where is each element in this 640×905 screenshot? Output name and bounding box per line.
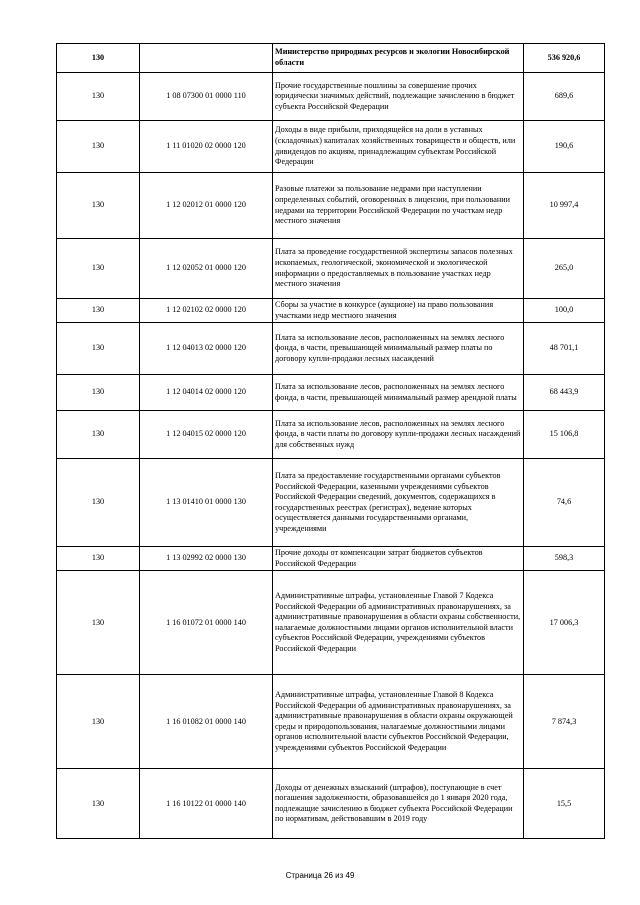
table-row — [57, 769, 605, 839]
row-admin-code: 130 — [57, 173, 140, 239]
row-admin-code: 130 — [57, 459, 140, 547]
header-code — [140, 44, 273, 73]
row-amount: 100,0 — [524, 299, 605, 323]
table-row — [57, 299, 605, 323]
row-income-name: Плата за проведение государственной экспертизы запасов полезных ископаемых, геологической, экономической и экологической информации о предоставляемых в пользование участках недр местного значения — [273, 239, 524, 299]
revenue-table-body — [57, 44, 605, 839]
row-amount: 15 106,8 — [524, 411, 605, 459]
row-admin-code: 130 — [57, 73, 140, 121]
row-income-name: Разовые платежи за пользование недрами при наступлении определенных событий, оговоренных в лицензии, при пользовании недрами на территории Российской Федерации по участкам недр местного значения — [273, 173, 524, 239]
row-admin-code: 130 — [57, 547, 140, 571]
table-header-row — [57, 44, 605, 73]
row-income-name: Сборы за участие в конкурсе (аукционе) на право пользования участками недр местного значения — [273, 299, 524, 323]
table-row — [57, 411, 605, 459]
row-admin-code: 130 — [57, 323, 140, 375]
table-row — [57, 121, 605, 173]
table-row — [57, 459, 605, 547]
row-admin-code: 130 — [57, 121, 140, 173]
row-admin-code: 130 — [57, 571, 140, 675]
table-row — [57, 173, 605, 239]
row-amount: 190,6 — [524, 121, 605, 173]
row-income-name: Прочие доходы от компенсации затрат бюджетов субъектов Российской Федерации — [273, 547, 524, 571]
row-income-code: 1 16 01072 01 0000 140 — [140, 571, 273, 675]
row-amount: 15,5 — [524, 769, 605, 839]
row-income-name: Плата за предоставление государственными органами субъектов Российской Федерации, казенными учреждениями субъектов Российской Федерации сведений, документов, содержащихся в государственных реестрах (регистрах), ведение которых осуществляется данными государственными органами, учреждениями — [273, 459, 524, 547]
table-row — [57, 73, 605, 121]
row-income-name: Прочие государственные пошлины за совершение прочих юридически значимых действий, подлежащие зачислению в бюджет субъекта Российской Федерации — [273, 73, 524, 121]
row-income-code: 1 11 01020 02 0000 120 — [140, 121, 273, 173]
row-amount: 48 701,1 — [524, 323, 605, 375]
row-amount: 74,6 — [524, 459, 605, 547]
row-income-name: Плата за использование лесов, расположенных на землях лесного фонда, в части, превышающей минимальный размер арендной платы — [273, 375, 524, 411]
row-income-name: Доходы в виде прибыли, приходящейся на доли в уставных (складочных) капиталах хозяйственных товариществ и обществ, или дивидендов по акциям, принадлежащим субъектам Российской Федерации — [273, 121, 524, 173]
row-income-code: 1 12 04013 02 0000 120 — [140, 323, 273, 375]
row-income-code: 1 08 07300 01 0000 110 — [140, 73, 273, 121]
row-amount: 68 443,9 — [524, 375, 605, 411]
table-row — [57, 375, 605, 411]
table-row — [57, 239, 605, 299]
row-amount: 689,6 — [524, 73, 605, 121]
row-income-code: 1 13 01410 01 0000 130 — [140, 459, 273, 547]
page-footer: Страница 26 из 49 — [285, 871, 355, 880]
row-income-code: 1 12 04015 02 0000 120 — [140, 411, 273, 459]
row-income-name: Плата за использование лесов, расположенных на землях лесного фонда, в части платы по договору купли-продажи лесных насаждений для собственных нужд — [273, 411, 524, 459]
row-income-code: 1 12 02012 01 0000 120 — [140, 173, 273, 239]
row-admin-code: 130 — [57, 375, 140, 411]
row-admin-code: 130 — [57, 239, 140, 299]
row-amount: 265,0 — [524, 239, 605, 299]
row-admin-code: 130 — [57, 299, 140, 323]
row-admin-code: 130 — [57, 675, 140, 769]
row-income-code: 1 16 01082 01 0000 140 — [140, 675, 273, 769]
row-income-name: Административные штрафы, установленные Главой 8 Кодекса Российской Федерации об административных правонарушениях, за административные правонарушения в области охраны окружающей среды и природопользования, налагаемые должностными лицами органов исполнительной власти субъектов Российской Федерации, учреждениями субъектов Российской Федерации — [273, 675, 524, 769]
table-row — [57, 675, 605, 769]
row-income-code: 1 13 02992 02 0000 130 — [140, 547, 273, 571]
revenue-table — [56, 43, 605, 839]
row-admin-code: 130 — [57, 769, 140, 839]
header-admin-code: 130 — [57, 44, 140, 73]
row-income-code: 1 12 02052 01 0000 120 — [140, 239, 273, 299]
row-income-name: Плата за использование лесов, расположенных на землях лесного фонда, в части, превышающей минимальный размер платы по договору купли-продажи лесных насаждений — [273, 323, 524, 375]
row-amount: 598,3 — [524, 547, 605, 571]
row-amount: 17 006,3 — [524, 571, 605, 675]
row-amount: 7 874,3 — [524, 675, 605, 769]
row-income-code: 1 16 10122 01 0000 140 — [140, 769, 273, 839]
row-admin-code: 130 — [57, 411, 140, 459]
table-row — [57, 571, 605, 675]
row-amount: 10 997,4 — [524, 173, 605, 239]
row-income-name: Доходы от денежных взысканий (штрафов), поступающие в счет погашения задолженности, образовавшейся до 1 января 2020 года, подлежащие зачислению в бюджет субъекта Российской Федерации по нормативам, действовавшим в 2019 году — [273, 769, 524, 839]
table-row — [57, 323, 605, 375]
header-name: Министерство природных ресурсов и экологии Новосибирской области — [273, 44, 524, 73]
row-income-name: Административные штрафы, установленные Главой 7 Кодекса Российской Федерации об административных правонарушениях, за административные правонарушения в области охраны собственности, налагаемые должностными лицами органов исполнительной власти субъектов Российской Федерации, учреждениями субъектов Российской Федерации — [273, 571, 524, 675]
row-income-code: 1 12 04014 02 0000 120 — [140, 375, 273, 411]
table-row — [57, 547, 605, 571]
header-amount: 536 920,6 — [524, 44, 605, 73]
row-income-code: 1 12 02102 02 0000 120 — [140, 299, 273, 323]
